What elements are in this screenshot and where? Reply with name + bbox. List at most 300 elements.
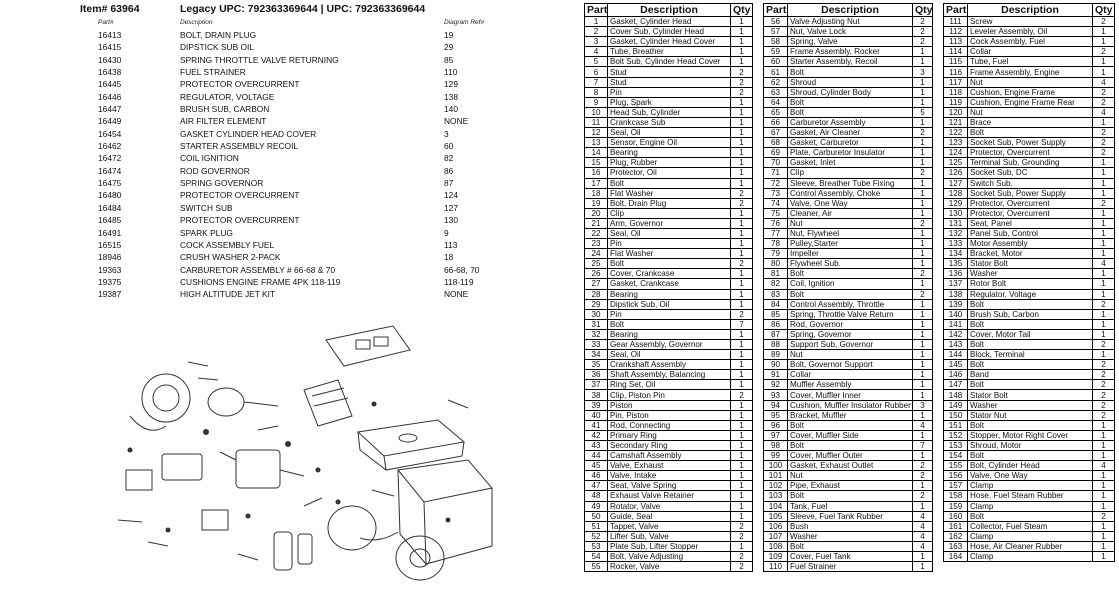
parts-list-row [0, 165, 575, 177]
table-row [944, 128, 1115, 138]
col-description-header: Description [180, 19, 213, 26]
part-description: Flywheel Sub. [788, 259, 913, 269]
part-col-header: Part [585, 4, 608, 17]
part-description: Seat, Panel [968, 218, 1093, 228]
part-number: 71 [764, 168, 788, 178]
part-number: 87 [764, 329, 788, 339]
part-description: Bolt [968, 451, 1093, 461]
part-number: 82 [764, 279, 788, 289]
part-description: Spring, Throttle Valve Return [788, 309, 913, 319]
table-row [585, 511, 753, 521]
part-description: Seal, Oil [608, 350, 731, 360]
part-description: Pin [608, 239, 731, 249]
quantity: 2 [731, 309, 753, 319]
quantity: 1 [731, 511, 753, 521]
table-row [944, 410, 1115, 420]
quantity: 2 [913, 461, 933, 471]
quantity: 1 [913, 208, 933, 218]
diagram-ref: 124 [444, 190, 458, 201]
table-row [585, 350, 753, 360]
table-row [585, 481, 753, 491]
part-col-header: Part [764, 4, 788, 17]
part-number: 150 [944, 410, 968, 420]
table-row [764, 440, 933, 450]
table-row [585, 420, 753, 430]
part-number: 80 [764, 259, 788, 269]
quantity: 1 [913, 249, 933, 259]
part-number: 16415 [98, 42, 122, 53]
quantity: 1 [731, 491, 753, 501]
part-number: 19 [585, 198, 608, 208]
table-row [944, 269, 1115, 279]
table-row [764, 451, 933, 461]
diagram-ref: 18 [444, 252, 454, 263]
quantity: 2 [913, 37, 933, 47]
part-description: Guide, Seal [608, 511, 731, 521]
part-description: COIL IGNITION [180, 153, 239, 164]
table-row [764, 158, 933, 168]
part-number: 95 [764, 410, 788, 420]
part-number: 16485 [98, 215, 122, 226]
quantity: 2 [913, 491, 933, 501]
part-description: AIR FILTER ELEMENT [180, 116, 267, 127]
part-description: Carburetor Assembly [788, 117, 913, 127]
quantity: 1 [731, 541, 753, 551]
table-row [585, 67, 753, 77]
table-row [764, 350, 933, 360]
quantity: 2 [913, 17, 933, 27]
table-row [944, 329, 1115, 339]
quantity: 1 [731, 27, 753, 37]
part-description: Bolt [788, 67, 913, 77]
part-description: GASKET CYLINDER HEAD COVER [180, 128, 317, 139]
quantity: 4 [913, 511, 933, 521]
table-row [585, 521, 753, 531]
part-number: 64 [764, 97, 788, 107]
part-description: Valve, Intake [608, 471, 731, 481]
part-number: 81 [764, 269, 788, 279]
part-description: PROTECTOR OVERCURRENT [180, 79, 300, 90]
part-description: Arm, Governor [608, 218, 731, 228]
part-description: Stud [608, 67, 731, 77]
part-number: 98 [764, 440, 788, 450]
part-number: 136 [944, 269, 968, 279]
quantity: 1 [913, 47, 933, 57]
table-row [764, 279, 933, 289]
diagram-ref: 110 [444, 67, 458, 78]
quantity: 1 [913, 138, 933, 148]
part-description: Band [968, 370, 1093, 380]
part-description: Nut [968, 107, 1093, 117]
part-number: 67 [764, 128, 788, 138]
part-number: 65 [764, 107, 788, 117]
parts-table-1 [584, 3, 753, 572]
quantity: 1 [731, 420, 753, 430]
quantity: 2 [1093, 511, 1115, 521]
part-description: Muffler Assembly [788, 380, 913, 390]
part-number: 13 [585, 138, 608, 148]
part-number: 66 [764, 117, 788, 127]
part-number: 72 [764, 178, 788, 188]
part-number: 16446 [98, 91, 122, 102]
part-number: 48 [585, 491, 608, 501]
quantity: 1 [731, 451, 753, 461]
part-number: 16413 [98, 30, 122, 40]
table-row [944, 390, 1115, 400]
part-description: Stator Bolt [968, 259, 1093, 269]
quantity: 1 [913, 309, 933, 319]
table-row [585, 541, 753, 551]
part-description: SPRING GOVERNOR [180, 178, 264, 189]
table-row [585, 400, 753, 410]
part-number: 158 [944, 491, 968, 501]
table-row [585, 279, 753, 289]
quantity: 1 [731, 471, 753, 481]
part-description: Cover, Crankcase [608, 269, 731, 279]
quantity: 1 [731, 128, 753, 138]
table-row [944, 461, 1115, 471]
table-row [585, 158, 753, 168]
quantity: 1 [913, 350, 933, 360]
table-row [585, 37, 753, 47]
quantity: 2 [731, 77, 753, 87]
part-number: 84 [764, 299, 788, 309]
quantity: 1 [913, 501, 933, 511]
table-row [585, 57, 753, 67]
part-description: PROTECTOR OVERCURRENT [180, 190, 300, 201]
control-panel-drawing [326, 326, 410, 366]
part-description: Bolt [968, 360, 1093, 370]
part-number: 16480 [98, 190, 122, 201]
table-row [764, 57, 933, 67]
part-description: Bolt [968, 511, 1093, 521]
table-row [764, 430, 933, 440]
part-number: 57 [764, 27, 788, 37]
part-description: Socket Sub, DC [968, 168, 1093, 178]
part-description: ROD GOVERNOR [180, 165, 250, 176]
table-row [944, 188, 1115, 198]
diagram-ref: 19 [444, 30, 454, 40]
qty-col-header: Qty [913, 4, 933, 17]
part-description: Bolt [788, 107, 913, 117]
table-row [944, 27, 1115, 37]
part-number: 155 [944, 461, 968, 471]
rotor-drawing [208, 388, 244, 416]
part-description: Camshaft Assembly [608, 451, 731, 461]
table-row [944, 521, 1115, 531]
quantity: 4 [913, 531, 933, 541]
part-description: Dipstick Sub, Oil [608, 299, 731, 309]
table-row [764, 47, 933, 57]
table-row [764, 340, 933, 350]
table-row [944, 451, 1115, 461]
part-description: Gasket, Carburetor [788, 138, 913, 148]
quantity: 2 [731, 521, 753, 531]
part-description: Cover, Muffler Side [788, 430, 913, 440]
part-description: Clamp [968, 501, 1093, 511]
table-row [944, 138, 1115, 148]
quantity: 3 [913, 400, 933, 410]
part-number: 160 [944, 511, 968, 521]
part-description: Pin [608, 309, 731, 319]
part-number: 25 [585, 259, 608, 269]
quantity: 2 [731, 198, 753, 208]
part-description: Collector, Fuel Steam [968, 521, 1093, 531]
part-description: Cushion, Muffler Insulator Rubber [788, 400, 913, 410]
table-row [764, 299, 933, 309]
muffler-drawing [162, 454, 202, 480]
table-row [764, 148, 933, 158]
part-number: 38 [585, 390, 608, 400]
part-number: 78 [764, 239, 788, 249]
table-row [585, 370, 753, 380]
part-number: 19387 [98, 289, 122, 300]
part-description: Seal, Oil [608, 128, 731, 138]
part-number: 69 [764, 148, 788, 158]
quantity: 1 [1093, 117, 1115, 127]
part-description: Rod, Governor [788, 319, 913, 329]
table-row [944, 17, 1115, 27]
part-number: 145 [944, 360, 968, 370]
table-row [585, 319, 753, 329]
description-col-header: Description [968, 4, 1093, 17]
quantity: 4 [1093, 259, 1115, 269]
recoil-starter-drawing [396, 536, 444, 580]
quantity: 2 [913, 168, 933, 178]
part-number: 21 [585, 218, 608, 228]
table-row [764, 37, 933, 47]
item-number: Item# 63964 [80, 3, 140, 15]
quantity: 2 [1093, 390, 1115, 400]
part-description: Control Assembly, Choke [788, 188, 913, 198]
quantity: 1 [731, 461, 753, 471]
quantity: 1 [731, 228, 753, 238]
table-row [764, 259, 933, 269]
table-row [585, 461, 753, 471]
part-number: 139 [944, 299, 968, 309]
quantity: 1 [913, 87, 933, 97]
engine-block-drawing [236, 450, 280, 488]
quantity: 1 [913, 158, 933, 168]
part-description: Washer [968, 400, 1093, 410]
part-number: 16454 [98, 128, 122, 139]
part-number: 96 [764, 420, 788, 430]
table-row [944, 511, 1115, 521]
part-number: 7 [585, 77, 608, 87]
quantity: 2 [913, 128, 933, 138]
part-number: 76 [764, 218, 788, 228]
part-number: 49 [585, 501, 608, 511]
quantity: 1 [913, 410, 933, 420]
diagram-ref: NONE [444, 116, 469, 127]
table-row [764, 77, 933, 87]
col-part-header: Part# [98, 19, 114, 26]
part-number: 120 [944, 107, 968, 117]
part-number: 15 [585, 158, 608, 168]
part-number: 100 [764, 461, 788, 471]
part-description: Primary Ring [608, 430, 731, 440]
part-number: 10 [585, 107, 608, 117]
exploded-parts-diagram [108, 320, 544, 592]
part-number: 35 [585, 360, 608, 370]
part-description: Bush [788, 521, 913, 531]
part-description: Socket Sub, Power Supply [968, 188, 1093, 198]
part-description: HIGH ALTITUDE JET KIT [180, 289, 276, 300]
diagram-ref: 113 [444, 239, 458, 250]
quantity: 1 [913, 188, 933, 198]
parts-list-row [0, 41, 575, 53]
part-number: 62 [764, 77, 788, 87]
quantity: 4 [1093, 107, 1115, 117]
quantity: 2 [913, 269, 933, 279]
part-description: Bolt, Governor Support [788, 360, 913, 370]
quantity: 4 [1093, 77, 1115, 87]
part-description: Rod, Connecting [608, 420, 731, 430]
part-number: 152 [944, 430, 968, 440]
part-number: 162 [944, 531, 968, 541]
part-description: Washer [968, 269, 1093, 279]
quantity: 2 [1093, 370, 1115, 380]
parts-list-row [0, 91, 575, 103]
air-cleaner-drawing [274, 532, 292, 570]
quantity: 1 [731, 148, 753, 158]
table-row [944, 471, 1115, 481]
table-row [944, 178, 1115, 188]
part-number: 19363 [98, 264, 122, 275]
part-number: 40 [585, 410, 608, 420]
part-description: Valve, One Way [968, 471, 1093, 481]
part-number: 157 [944, 481, 968, 491]
part-description: Crankshaft Assembly [608, 360, 731, 370]
quantity: 1 [731, 37, 753, 47]
part-description: Clamp [968, 481, 1093, 491]
quantity: 1 [731, 360, 753, 370]
table-row [764, 329, 933, 339]
part-number: 149 [944, 400, 968, 410]
part-description: Socket Sub, Power Supply [968, 138, 1093, 148]
part-description: Switch Sub. [968, 178, 1093, 188]
table-row [944, 47, 1115, 57]
part-description: Piston [608, 400, 731, 410]
table-row [764, 228, 933, 238]
table-row [585, 77, 753, 87]
part-description: Flat Washer [608, 249, 731, 259]
quantity: 1 [913, 97, 933, 107]
part-description: Nut [788, 218, 913, 228]
part-description: Spring, Governor [788, 329, 913, 339]
table-row [944, 168, 1115, 178]
table-row [944, 158, 1115, 168]
part-number: 34 [585, 350, 608, 360]
quantity: 1 [913, 380, 933, 390]
table-row [944, 228, 1115, 238]
quantity: 1 [731, 117, 753, 127]
table-row [585, 138, 753, 148]
quantity: 1 [731, 380, 753, 390]
quantity: 2 [1093, 299, 1115, 309]
quantity: 1 [731, 329, 753, 339]
part-number: 42 [585, 430, 608, 440]
part-number: 55 [585, 562, 608, 572]
part-number: 16447 [98, 104, 122, 115]
part-description: Pipe, Exhaust [788, 481, 913, 491]
part-description: Ring Set, Oil [608, 380, 731, 390]
quantity: 1 [913, 148, 933, 158]
parts-list-row [0, 78, 575, 90]
part-description: Brace [968, 117, 1093, 127]
part-number: 143 [944, 340, 968, 350]
table-row [585, 410, 753, 420]
quantity: 1 [731, 57, 753, 67]
diagram-ref: 66-68, 70 [444, 264, 480, 275]
part-description: Bolt [968, 340, 1093, 350]
part-description: Coil, Ignition [788, 279, 913, 289]
table-row [585, 249, 753, 259]
quantity: 2 [913, 471, 933, 481]
part-number: 16491 [98, 227, 122, 238]
table-row [585, 97, 753, 107]
part-description: Bracket, Muffler [788, 410, 913, 420]
part-description: Gasket, Cylinder Head [608, 17, 731, 27]
part-number: 5 [585, 57, 608, 67]
table-row [944, 340, 1115, 350]
part-description: Protector, Overcurrent [968, 208, 1093, 218]
parts-table-2 [763, 3, 933, 572]
table-row [944, 107, 1115, 117]
part-description: DIPSTICK SUB OIL [180, 42, 254, 53]
part-description: COCK ASSEMBLY FUEL [180, 239, 275, 250]
quantity: 1 [1093, 440, 1115, 450]
table-row [585, 218, 753, 228]
table-row [585, 259, 753, 269]
table-row [764, 168, 933, 178]
part-number: 133 [944, 239, 968, 249]
part-description: Exhaust Valve Retainer [608, 491, 731, 501]
quantity: 1 [731, 249, 753, 259]
part-number: 106 [764, 521, 788, 531]
diagram-ref: 118-119 [444, 276, 474, 287]
part-number: 56 [764, 17, 788, 27]
quantity: 1 [1093, 249, 1115, 259]
part-col-header: Part [944, 4, 968, 17]
table-row [764, 521, 933, 531]
quantity: 2 [1093, 360, 1115, 370]
part-description: Seat, Valve Spring [608, 481, 731, 491]
table-row [764, 551, 933, 561]
part-number: 16 [585, 168, 608, 178]
quantity: 1 [1093, 521, 1115, 531]
part-number: 8 [585, 87, 608, 97]
table-row [764, 239, 933, 249]
quantity: 4 [913, 521, 933, 531]
part-number: 154 [944, 451, 968, 461]
part-description: Bolt [788, 97, 913, 107]
part-number: 30 [585, 309, 608, 319]
table-row [764, 319, 933, 329]
quantity: 1 [1093, 178, 1115, 188]
part-description: REGULATOR, VOLTAGE [180, 91, 275, 102]
quantity: 2 [913, 289, 933, 299]
part-description: Rocker, Valve [608, 562, 731, 572]
quantity: 1 [731, 107, 753, 117]
part-description: Gasket, Inlet [788, 158, 913, 168]
part-description: Frame Assembly, Engine [968, 67, 1093, 77]
part-description: Shaft Assembly, Balancing [608, 370, 731, 380]
table-row [944, 249, 1115, 259]
quantity: 1 [1093, 350, 1115, 360]
part-number: 16475 [98, 178, 122, 189]
part-number: 104 [764, 501, 788, 511]
